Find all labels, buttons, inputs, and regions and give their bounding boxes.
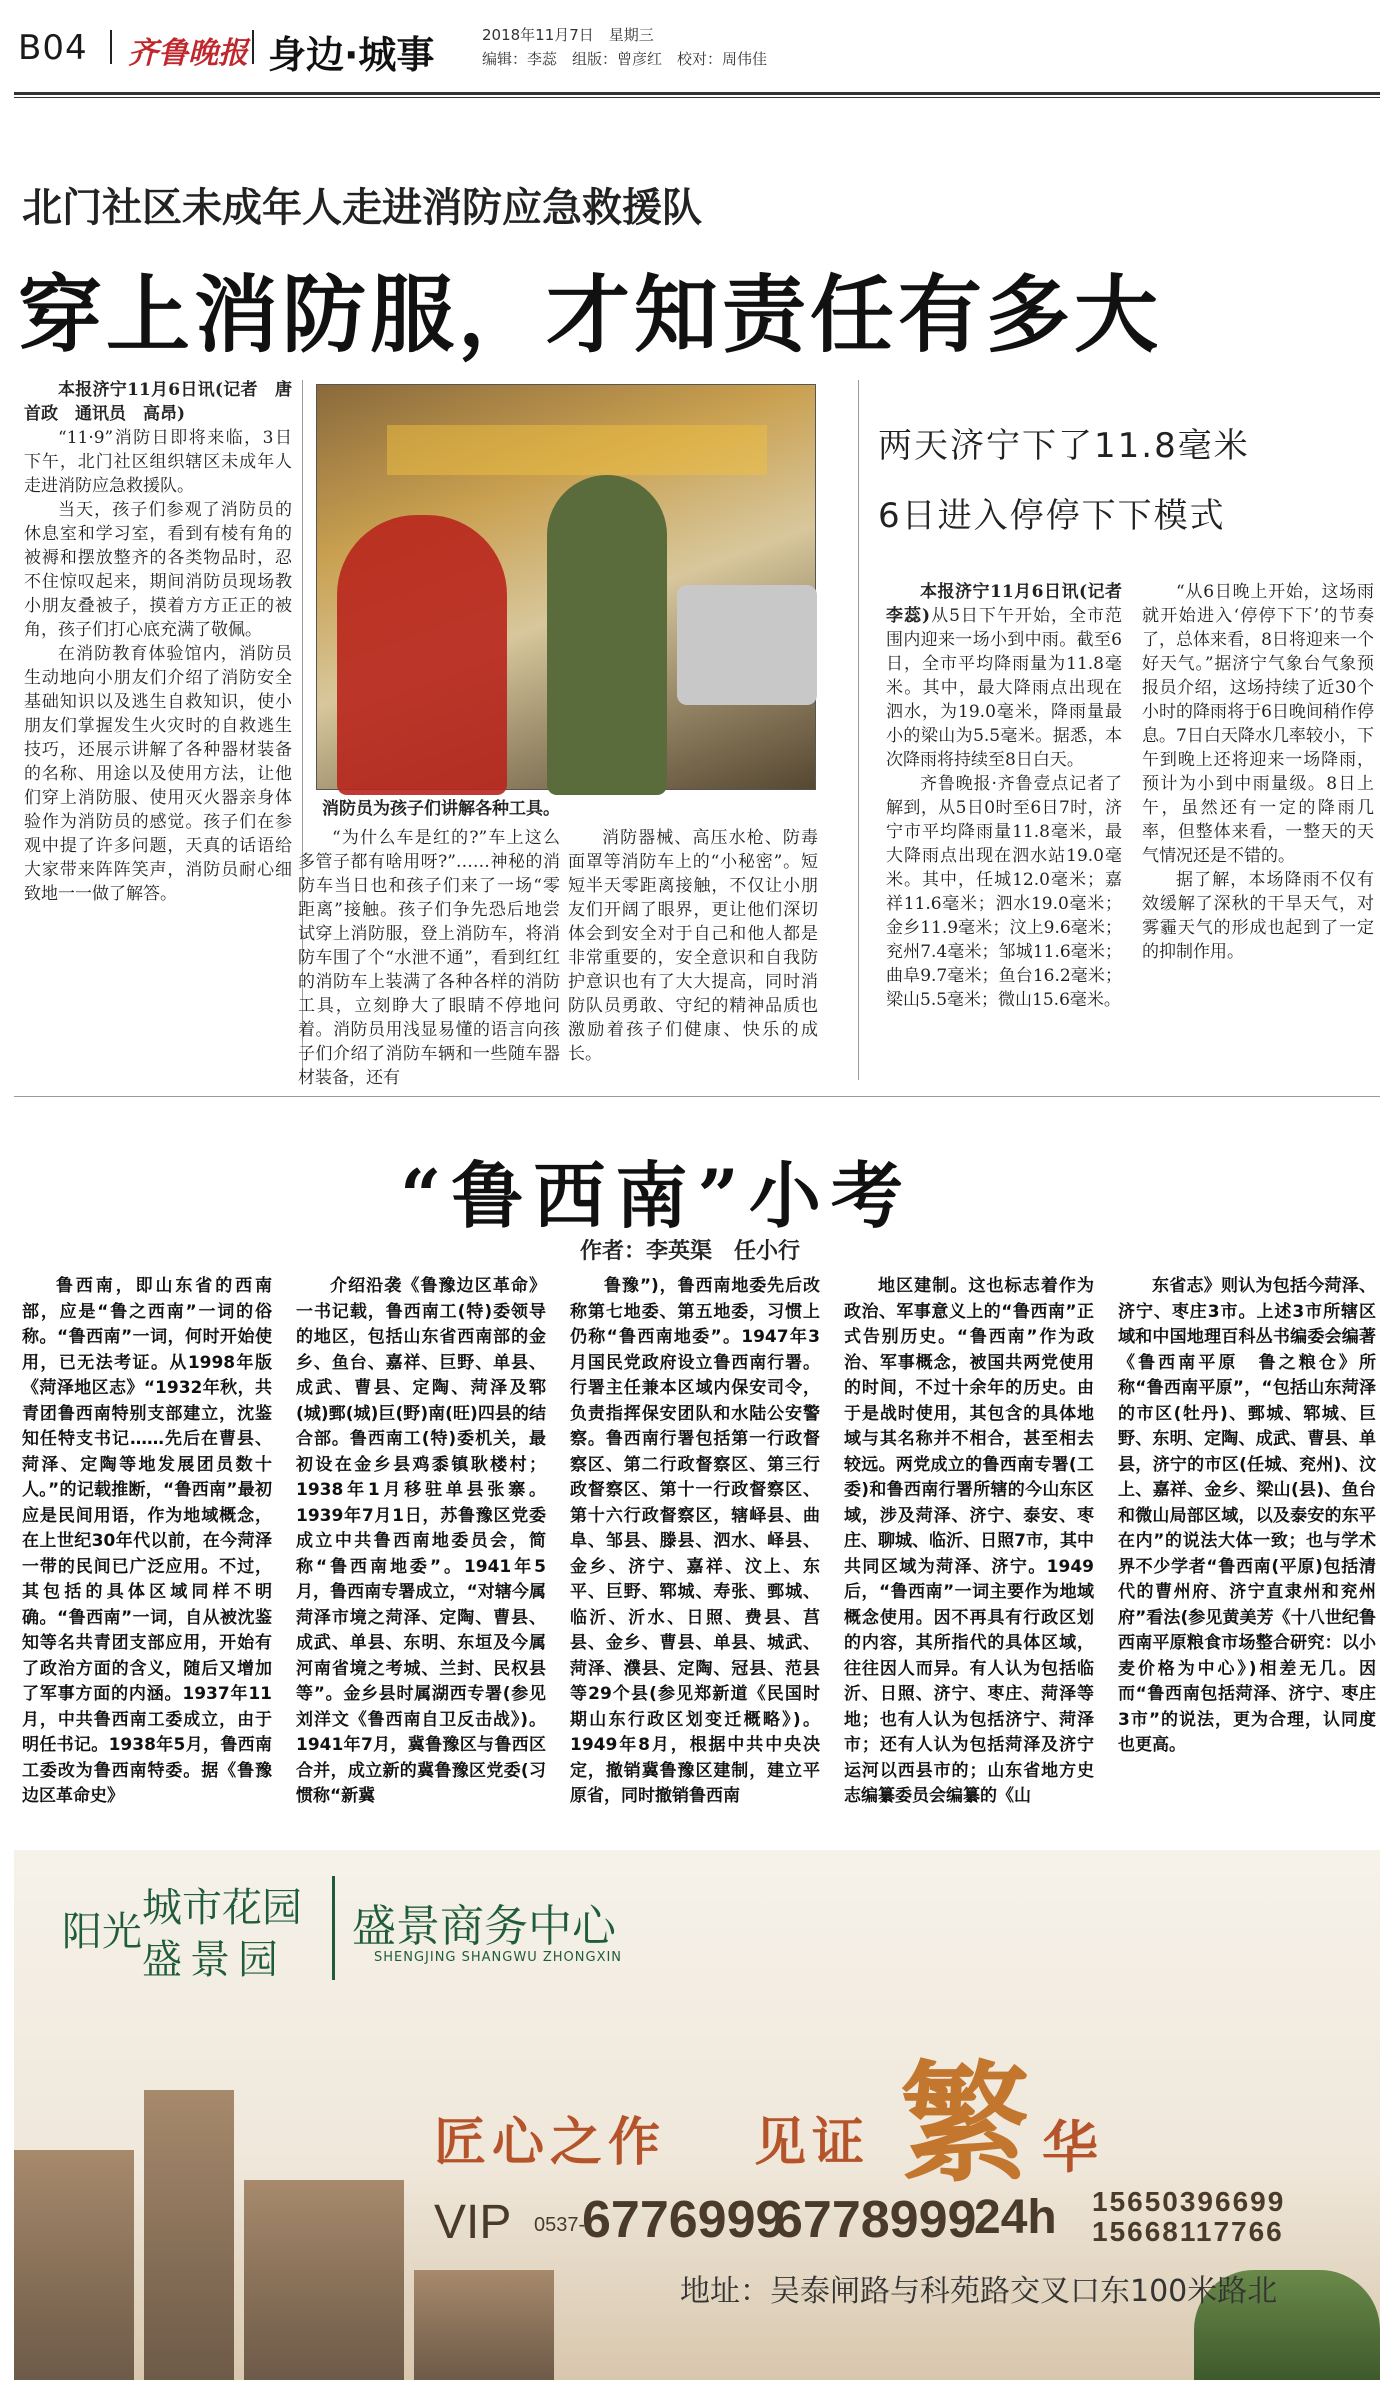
staff-credits: 编辑：李蕊 组版：曾彦红 校对：周伟佳 — [482, 50, 768, 68]
essay-text: 鲁西南，即山东省的西南部，应是“鲁之西南”一词的俗称。“鲁西南”一词，何时开始使用，已无法考证。从1998年版《菏泽地区志》“1932年秋，共青团鲁西南特别支部建立，沈鉴知任特支书记……先后在曹县、菏泽、定陶等地发展团员数十人。”的记载推断，“鲁西南”最初应是民间用语，作为地域概念，在上世纪30年代以前，在今菏泽一带的民间已广泛应用。不过，其包括的具体区域同样不明确。“鲁西南”一词，自从被沈鉴知等名共青团支部应用，开始有了政治方面的含义，随后又增加了军事方面的内涵。1937年11月，中共鲁西南工委成立，由于明任书记。1938年5月，鲁西南工委改为鲁西南特委。据《鲁豫边区革命史》 — [22, 1276, 272, 1806]
essay-column — [22, 1274, 272, 1826]
essay-column — [570, 1274, 820, 1826]
ad-vip-label: VIP — [434, 2196, 512, 2249]
story-column — [886, 580, 1139, 1080]
essay-column — [844, 1274, 1094, 1826]
essay-title: “鲁西南”小考 — [400, 1153, 913, 1238]
ad-area-code: 0537- — [534, 2214, 586, 2236]
story-column — [24, 378, 292, 1080]
essay-text: 东省志》则认为包括今菏泽、济宁、枣庄3市。上述3市所辖区域和中国地理百科丛书编委会编著《鲁西南平原 鲁之粮仓》所称“鲁西南平原”，“包括山东菏泽的市区(牡丹)、鄄城、郓城、巨野、东明、定陶、成武、曹县、单县，济宁的市区(任城、兖州)、汶上、嘉祥、金乡、梁山(县)、鱼台和微山局部区域，以及泰安的东平在内”的说法大体一致；也与学术界不少学者“鲁西南(平原)包括清代的曹州府、济宁直隶州和兖州府”看法(参见黄美芳《十八世纪鲁西南平原粮食市场整合研究：以小麦价格为中心》)相差无几。因而“鲁西南包括菏泽、济宁、枣庄3市”的说法，更为合理，认同度也更高。 — [1118, 1276, 1376, 1755]
masthead-divider — [252, 30, 254, 64]
story-paragraph: “11·9”消防日即将来临，3日下午，北门社区组织辖区未成年人走进消防应急救援队。 — [24, 428, 292, 496]
ad-address: 地址：吴泰闸路与科苑路交叉口东100米路北 — [680, 2274, 1278, 2309]
story-paragraph: 从5日下午开始，全市范围内迎来一场小到中雨。截至6日，全市平均降雨量为11.8毫米。其中，最大降雨点出现在泗水，为19.0毫米，降雨量最小的梁山为5.5毫米。据悉，本次降雨将持续至8日白天。 — [886, 606, 1122, 770]
story-paragraph: 当天，孩子们参观了消防员的休息室和学习室，看到有棱有角的被褥和摆放整齐的各类物品时，忍不住惊叹起来，期间消防员现场教小朋友叠被子，摸着方方正正的被角，孩子们打心底充满了敬佩。 — [24, 500, 292, 640]
ad-slogan: 见证 — [754, 2112, 871, 2173]
story-column — [1142, 580, 1374, 1080]
masthead-rule — [14, 92, 1380, 95]
story-paragraph: 齐鲁晚报·齐鲁壹点记者了解到，从5日0时至6日7时，济宁市平均降雨量11.8毫米，最大降雨点出现在泗水站19.0毫米。其中，任城12.0毫米；嘉祥11.6毫米；泗水19.0毫米；金乡11.9毫米；汶上9.6毫米；兖州7.4毫米；邹城11.6毫米；曲阜9.7毫米；鱼台16.2毫米；梁山5.5毫米；微山15.6毫米。 — [886, 774, 1122, 1010]
essay-column — [1118, 1274, 1376, 1826]
ad-phone: 6778999 — [774, 2191, 977, 2249]
ad-slogan-large-char: 繁 — [900, 2047, 1031, 2200]
photo-caption: 消防员为孩子们讲解各种工具。 — [322, 799, 560, 819]
story-kicker: 北门社区未成年人走进消防应急救援队 — [22, 185, 702, 231]
section-title: 身边·城事 — [268, 33, 435, 77]
story-column — [568, 826, 818, 1080]
story-paragraph: 消防器械、高压水枪、防毒面罩等消防车上的“小秘密”。短短半天零距离接触，不仅让小朋友们开阔了眼界，更让他们深切体会到安全对于自己和他人都是非常重要的，安全意识和自我防护意识也有了大大提高，同时消防队员勇敢、守纪的精神品质也激励着孩子们健康、快乐的成长。 — [568, 828, 818, 1064]
essay-text: 鲁豫”)，鲁西南地委先后改称第七地委、第五地委，习惯上仍称“鲁西南地委”。1947年3月国民党政府设立鲁西南行署。行署主任兼本区域内保安司令，负责指挥保安团队和水陆公安警察。鲁西南行署包括第一行政督察区、第二行政督察区、第三行政督察区、第十一行政督察区、第十六行政督察区，辖峄县、曲阜、邹县、滕县、泗水、峄县、金乡、济宁、嘉祥、汶上、东平、巨野、郓城、寿张、鄄城、临沂、沂水、日照、费县、莒县、金乡、曹县、单县、城武、菏泽、濮县、定陶、冠县、范县等29个县(参见郑新道《民国时期山东行政区划变迁概略》)。1949年8月，根据中共中央决定，撤销冀鲁豫区建制，建立平原省，同时撤销鲁西南 — [570, 1276, 820, 1806]
real-estate-ad — [14, 1850, 1380, 2380]
section-rule — [14, 1096, 1380, 1097]
essay-text: 介绍沿袭《鲁豫边区革命》一书记载，鲁西南工(特)委领导的地区，包括山东省西南部的金乡、鱼台、嘉祥、巨野、单县、成武、曹县、定陶、菏泽及郓(城)鄄(城)巨(野)南(旺)四县的结合部。鲁西南工(特)委机关，最初设在金乡县鸡黍镇耿楼村；1938年1月移驻单县张寨。1939年7月1日，苏鲁豫区党委成立中共鲁西南地委员会，简称“鲁西南地委”。1941年5月，鲁西南专署成立，“对辖今属菏泽市境之菏泽、定陶、曹县、成武、单县、东明、东垣及今属河南省境之考城、兰封、民权县等”。金乡县时属湖西专署(参见刘洋文《鲁西南自卫反击战》)。1941年7月，冀鲁豫区与鲁西区合并，成立新的冀鲁豫区党委(习惯称“新冀 — [296, 1276, 546, 1806]
paper-logo: 齐鲁晚报 — [128, 36, 248, 71]
story-paragraph: “为什么车是红的?”车上这么多管子都有啥用呀?”……神秘的消防车当日也和孩子们来了一场“零距离”接触。孩子们争先恐后地尝试穿上消防服，登上消防车，将消防车围了个“水泄不通”，看到红红的消防车上装满了各种各样的消防工具，立刻睁大了眼睛不停地问着。消防员用浅显易懂的语言向孩子们介绍了消防车辆和一些随车器材装备，还有 — [298, 828, 560, 1088]
story-headline: 穿上消防服，才知责任有多大 — [18, 266, 1163, 364]
essay-column — [296, 1274, 546, 1826]
news-photo — [316, 384, 816, 790]
ad-brand-name: 盛景园 — [142, 1937, 286, 1983]
column-rule — [858, 380, 859, 1080]
story-column — [298, 826, 560, 1088]
masthead-divider — [110, 30, 112, 64]
story-paragraph: “从6日晚上开始，这场雨就开始进入‘停停下下’的节奏了，总体来看，8日将迎来一个好天气。”据济宁气象台气象预报员介绍，这场持续了近30个小时的降雨将于6日晚间稍作停息。7日白天降水几率较小，下午到晚上还将迎来一场降雨，预计为小到中雨量级。8日上午，虽然还有一定的降雨几率，但整体来看，一整天的天气情况还是不错的。 — [1142, 582, 1374, 866]
ad-project-name: 盛景商务中心 — [352, 1901, 616, 1952]
ad-slogan: 华 — [1042, 2115, 1098, 2181]
essay-byline: 作者：李英渠 任小行 — [580, 1239, 801, 1264]
ad-brand-prefix: 阳光 — [62, 1909, 142, 1955]
issue-date: 2018年11月7日 星期三 — [482, 26, 654, 44]
ad-phone: 6776999 — [582, 2191, 785, 2249]
essay-text: 地区建制。这也标志着作为政治、军事意义上的“鲁西南”正式告别历史。“鲁西南”作为政治、军事概念，被国共两党使用的时间，不过十余年的历史。由于是战时使用，其包含的具体地域与其名称并不相合，甚至相去较远。两党成立的鲁西南专署(工委)和鲁西南行署所辖的今山东区域，涉及菏泽、济宁、泰安、枣庄、聊城、临沂、日照7市，其中共同区域为菏泽、济宁。1949后，“鲁西南”一词主要作为地域概念使用。因不再具有行政区划的内容，其所指代的具体区域，往往因人而异。有人认为包括临沂、日照、济宁、枣庄、菏泽等地；也有人认为包括济宁、菏泽市；还有人认为包括菏泽及济宁运河以西县市的；山东省地方史志编纂委员会编纂的《山 — [844, 1276, 1094, 1806]
story-headline: 两天济宁下了11.8毫米 — [878, 426, 1250, 466]
story-paragraph: 据了解，本场降雨不仅有效缓解了深秋的干旱天气，对雾霾天气的形成也起到了一定的抑制作用。 — [1142, 870, 1374, 962]
story-dateline: 本报济宁11月6日讯(记者 唐首政 通讯员 高昂) — [24, 380, 292, 424]
ad-slogan: 匠心之作 — [434, 2112, 667, 2173]
ad-mobile: 15650396699 — [1092, 2186, 1286, 2217]
page-number: B04 — [18, 28, 88, 68]
ad-mobile: 15668117766 — [1092, 2216, 1284, 2247]
story-paragraph: 在消防教育体验馆内，消防员生动地向小朋友们介绍了消防安全基础知识以及逃生自救知识，使小朋友们掌握发生火灾时的自救逃生技巧，还展示讲解了各种器材装备的名称、用途以及使用方法，让他们穿上消防服、使用灭火器亲身体验作为消防员的感觉。孩子们在参观中提了许多问题，天真的话语给大家带来阵阵笑声，消防员耐心细致地一一做了解答。 — [24, 644, 292, 904]
story-dateline: 本报济宁11月6日讯(记者 李蕊) — [886, 582, 1139, 626]
masthead-rule — [14, 97, 1380, 98]
story-subheadline: 6日进入停停下下模式 — [878, 496, 1226, 536]
ad-project-name-en: SHENGJING SHANGWU ZHONGXIN — [374, 1950, 623, 1965]
ad-divider — [332, 1876, 335, 1980]
ad-hours: 24h — [974, 2191, 1057, 2244]
ad-brand-name: 城市花园 — [142, 1885, 302, 1931]
